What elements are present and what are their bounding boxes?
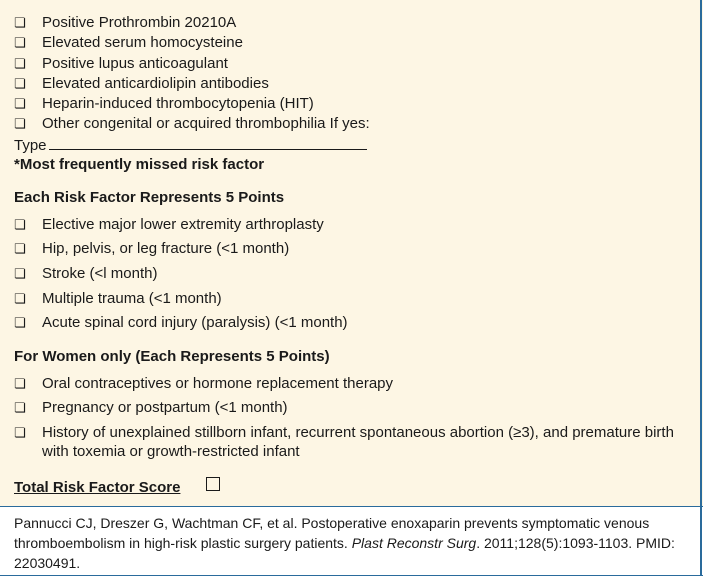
type-field[interactable] bbox=[14, 134, 367, 155]
total-score-box[interactable] bbox=[206, 477, 220, 491]
checkbox-icon[interactable]: ❏ bbox=[14, 291, 26, 306]
checklist-item-label: Acute spinal cord injury (paralysis) (<1 month) bbox=[42, 314, 348, 331]
checkbox-icon[interactable]: ❏ bbox=[14, 56, 26, 71]
checklist-item-label: Oral contraceptives or hormone replacement therapy bbox=[42, 375, 394, 392]
checkbox-icon[interactable]: ❏ bbox=[14, 376, 26, 391]
checkbox-icon[interactable]: ❏ bbox=[14, 96, 26, 111]
checklist-item-label: Elevated anticardiolipin antibodies bbox=[42, 75, 269, 92]
checklist-item-label: Stroke (<l month) bbox=[42, 265, 158, 282]
checkbox-icon[interactable]: ❏ bbox=[14, 266, 26, 281]
checklist-item-label: Pregnancy or postpartum (<1 month) bbox=[42, 399, 288, 416]
section-heading-5-points: Each Risk Factor Represents 5 Points bbox=[14, 189, 285, 206]
checklist-item-label: Heparin-induced thrombocytopenia (HIT) bbox=[42, 95, 314, 112]
checklist-item-label: Hip, pelvis, or leg fracture (<1 month) bbox=[42, 240, 290, 257]
checkbox-icon[interactable]: ❏ bbox=[14, 15, 26, 30]
checkbox-icon[interactable]: ❏ bbox=[14, 315, 26, 330]
section-heading-women-only: For Women only (Each Represents 5 Points) bbox=[14, 348, 330, 365]
reference-citation: . 2011;128(5):1093-1103. PMID: 22030491. bbox=[14, 535, 675, 571]
type-label: Type bbox=[14, 137, 47, 154]
checkbox-icon[interactable]: ❏ bbox=[14, 425, 26, 440]
checkbox-icon[interactable]: ❏ bbox=[14, 35, 26, 50]
checkbox-icon[interactable]: ❏ bbox=[14, 241, 26, 256]
checklist-item-label: Elective major lower extremity arthroplasty bbox=[42, 216, 324, 233]
reference-authors-title: Pannucci CJ, Dreszer G, Wachtman CF, et al. Postoperative enoxaparin prevents symptomatic venous thromboembolism in high-risk plastic surgery patients. bbox=[14, 515, 650, 551]
checklist-item-label: Elevated serum homocysteine bbox=[42, 34, 243, 51]
type-input-line[interactable] bbox=[49, 134, 367, 150]
checklist-item-label: History of unexplained stillborn infant, recurrent spontaneous abortion (≥3), and premature birth with toxemia or growth-restricted infant bbox=[42, 424, 674, 460]
checkbox-icon[interactable]: ❏ bbox=[14, 116, 26, 131]
right-border-rule bbox=[700, 0, 702, 576]
total-risk-score-label: Total Risk Factor Score bbox=[14, 479, 181, 496]
reference-text bbox=[14, 513, 694, 573]
reference-footer bbox=[0, 506, 703, 576]
checkbox-icon[interactable]: ❏ bbox=[14, 217, 26, 232]
checklist-item-label: Other congenital or acquired thrombophilia If yes: bbox=[42, 115, 370, 132]
checklist-item-label: Multiple trauma (<1 month) bbox=[42, 290, 222, 307]
checklist-item-label: Positive Prothrombin 20210A bbox=[42, 14, 237, 31]
missed-risk-note: *Most frequently missed risk factor bbox=[14, 156, 265, 173]
checkbox-icon[interactable]: ❏ bbox=[14, 76, 26, 91]
reference-journal: Plast Reconstr Surg bbox=[351, 535, 477, 551]
checklist-item-label: Positive lupus anticoagulant bbox=[42, 55, 228, 72]
checkbox-icon[interactable]: ❏ bbox=[14, 400, 26, 415]
